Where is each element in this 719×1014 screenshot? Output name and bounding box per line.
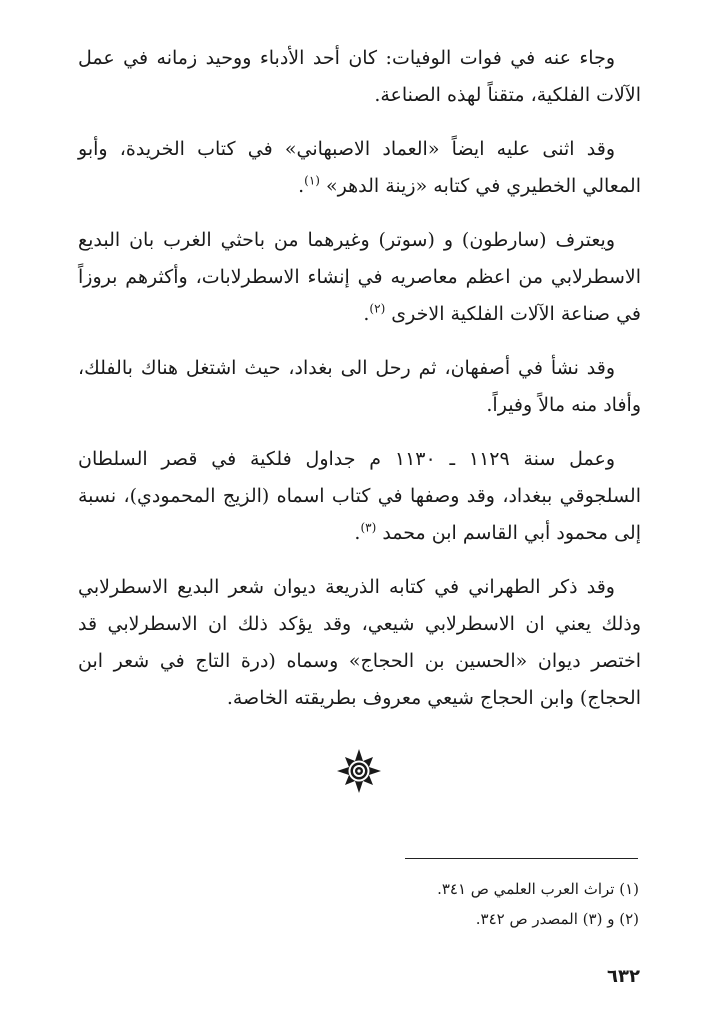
paragraph-text: وعمل سنة ١١٢٩ ـ ١١٣٠ م جداول فلكية في قصر السلطان السلجوقي ببغداد، وقد وصفها في كتاب اسماه (الزيج المحمودي)، نسبة إلى محمود أبي القاسم ابن محمد (78, 448, 641, 544)
footnote-divider (405, 858, 638, 859)
footnote-reference: (٢) (369, 301, 386, 316)
paragraph-text: وقد نشأ في أصفهان، ثم رحل الى بغداد، حيث اشتغل هناك بالفلك، وأفاد منه مالاً وفيراً. (78, 357, 641, 416)
paragraph-4 (78, 350, 641, 424)
eight-point-star-ornament-icon (336, 748, 382, 794)
footnotes (330, 874, 639, 934)
paragraph-1 (78, 40, 641, 114)
paragraph-text: وجاء عنه في فوات الوفيات: كان أحد الأدباء ووحيد زمانه في عمل الآلات الفلكية، متقناً لهذه الصناعة. (78, 47, 641, 106)
paragraph-text: وقد ذكر الطهراني في كتابه الذريعة ديوان شعر البديع الاسطرلابي وذلك يعني ان الاسطرلابي شيعي، وقد يؤكد ذلك ان الاسطرلابي قد اختصر ديوان «الحسين بن الحجاج» وسماه (درة التاج في شعر ابن الحجاج) وابن الحجاج شيعي معروف بطريقته الخاصة. (78, 576, 641, 709)
paragraph-3: ويعترف (سارطون) و (سوتر) وغيرهما من باحثي الغرب بان البديع الاسطرلابي من اعظم معاصريه في إنشاء الاسطرلابات، وأكثرهم بروزاً في صناعة الآلات الفلكية الاخرى $^{(٢)}$. (78, 229, 641, 325)
footnote-1: (١) تراث العرب العلمي ص ٣٤١. (437, 880, 639, 898)
paragraph-text: وقد اثنى عليه ايضاً «العماد الاصبهاني» في كتاب الخريدة، وأبو المعالي الخطيري في كتابه «زينة الدهر» (78, 138, 641, 197)
footnote-2: (٢) و (٣) المصدر ص ٣٤٢. (475, 910, 639, 928)
paragraph-text: ويعترف (سارطون) و (سوتر) وغيرهما من باحثي الغرب بان البديع الاسطرلابي من اعظم معاصريه في إنشاء الاسطرلابات، وأكثرهم بروزاً في صناعة الآلات الفلكية الاخرى (78, 229, 641, 325)
paragraph-2: وقد اثنى عليه ايضاً «العماد الاصبهاني» في كتاب الخريدة، وأبو المعالي الخطيري في كتابه «زينة الدهر» $^{(١)}$. (78, 138, 641, 197)
paragraph-5: وعمل سنة ١١٢٩ ـ ١١٣٠ م جداول فلكية في قصر السلطان السلجوقي ببغداد، وقد وصفها في كتاب اسماه (الزيج المحمودي)، نسبة إلى محمود أبي القاسم ابن محمد $^{(٣)}$. (78, 448, 641, 544)
main-text (78, 40, 641, 734)
paragraph-6 (78, 569, 641, 717)
footnote-reference: (٣) (360, 520, 377, 535)
footnote-reference: (١) (304, 173, 320, 188)
page-number: ٦٣٢ (607, 966, 640, 987)
